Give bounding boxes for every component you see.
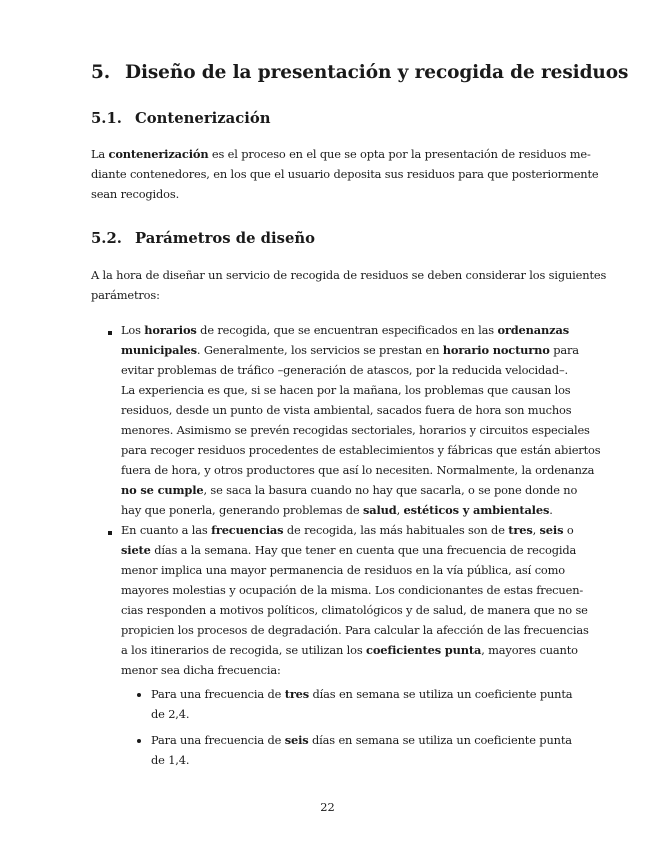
subsection-number: 5.2. [91,230,122,247]
text-line: A la hora de diseñar un servicio de recogida de residuos se deben considerar los siguientes [91,268,607,282]
text-line: residuos, desde un punto de vista ambiental, sacados fuera de hora son muchos [121,403,572,417]
text-line: Para una frecuencia de seis días en semana se utiliza un coeficiente punta [151,733,572,747]
text-line: siete días a la semana. Hay que tener en cuenta que una frecuencia de recogida [121,543,577,557]
text-line: mayores molestias y ocupación de la misma. Los condicionantes de estas frecuen- [121,583,584,597]
list-item-horarios [121,320,601,520]
subsection-title: Contenerización [135,110,271,127]
text-line: hay que ponerla, generando problemas de salud, estéticos y ambientales. [121,503,553,517]
text-line: para recoger residuos procedentes de establecimientos y fábricas que están abiertos [121,443,601,457]
sub-item-seis [151,730,572,770]
square-bullet-icon [108,331,112,335]
text-line: menor implica una mayor permanencia de residuos en la vía pública, así como [121,563,565,577]
text-line: La contenerización es el proceso en el que se opta por la presentación de residuos me- [91,147,591,161]
section-number: 5. [91,62,111,83]
text-line: La experiencia es que, si se hacen por la mañana, los problemas que causan los [121,383,571,397]
paragraph-parametros [91,265,607,305]
text-line: diante contenedores, en los que el usuario deposita sus residuos para que posteriormente [91,167,599,181]
text-line: a los itinerarios de recogida, se utilizan los coeficientes punta, mayores cuanto [121,643,578,657]
section-title: Diseño de la presentación y recogida de residuos [125,62,629,83]
subsection-heading-2 [91,230,315,247]
section-heading [91,62,629,83]
text-line: de 2,4. [151,707,190,721]
text-line: En cuanto a las frecuencias de recogida, las más habituales son de tres, seis o [121,523,574,537]
square-bullet-icon [108,531,112,535]
text-line: Los horarios de recogida, que se encuentran especificados en las ordenanzas [121,323,569,337]
text-line: municipales. Generalmente, los servicios se prestan en horario nocturno para [121,343,579,357]
subsection-heading-1 [91,110,271,127]
text-line: cias responden a motivos políticos, climatológicos y de salud, de manera que no se [121,603,588,617]
text-line: Para una frecuencia de tres días en semana se utiliza un coeficiente punta [151,687,573,701]
text-line: sean recogidos. [91,187,180,201]
text-line: de 1,4. [151,753,190,767]
text-line: parámetros: [91,288,160,302]
dot-bullet-icon [137,739,141,743]
sub-item-tres [151,684,573,724]
subsection-number: 5.1. [91,110,122,127]
dot-bullet-icon [137,693,141,697]
subsection-title: Parámetros de diseño [135,230,316,247]
text-line: menor sea dicha frecuencia: [121,663,281,677]
text-line: no se cumple, se saca la basura cuando no hay que sacarla, o se pone donde no [121,483,578,497]
text-line: menores. Asimismo se prevén recogidas sectoriales, horarios y circuitos especiales [121,423,590,437]
text-line: propicien los procesos de degradación. Para calcular la afección de las frecuencias [121,623,589,637]
page-number: 22 [320,800,335,814]
list-item-frecuencias [121,520,589,680]
text-line: fuera de hora, y otros productores que así lo necesiten. Normalmente, la ordenanza [121,463,595,477]
text-line: evitar problemas de tráfico –generación de atascos, por la reducida velocidad–. [121,363,568,377]
paragraph-contenerizacion [91,144,599,204]
